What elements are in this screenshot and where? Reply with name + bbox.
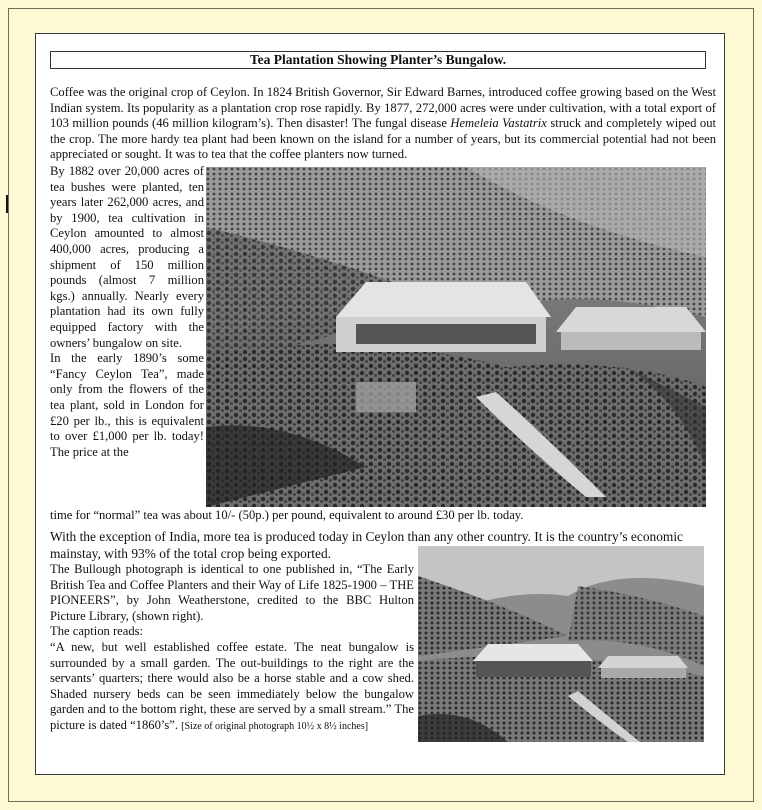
india-paragraph: With the exception of India, more tea is produced today in Ceylon than any other country. It is the country’s economic mainstay, with 93% of the total crop being exported. [50,529,683,561]
disease-name: Hemeleia Vastatrix [450,116,547,131]
bullough-column [50,562,414,735]
plantation-photo [206,167,706,507]
photo-size-note: [Size of original photograph 10½ x 8½ inches] [181,720,369,732]
price-continuation: time for “normal” tea was about 10/- (50p.) per pound, equivalent to around £30 per lb. today. [50,508,524,522]
tea-history-paragraph: By 1882 over 20,000 acres of tea bushes were planted, ten years later 262,000 acres, and by 1900, tea cultivation in Ceylon amounted to almost 400,000 acres, producing a shipment of 150 million pounds (almost 7 million kgs.) annually. Nearly every plantation had its own fully equipped factory with the owners’ bungalow on site. [50,164,204,350]
caption-text: “A new, but well established coffee estate. The neat bungalow is surrounded by a small garden. The out-buildings to the right are the servants’ quarters; there would also be a horse stable and a cow shed. Shaded nursery beds can be seen immediately below the bungalow garden and to the bottom right, these are served by a small stream.” The picture is dated “1860’s”. [50,639,414,732]
bullough-paragraph: The Bullough photograph is identical to one published in, “The Early British Tea and Coffee Planters and their Way of Life 1825-1900 – THE PIONEERS”, by John Weatherstone, credited to the BBC Hulton Picture Library, (shown right). [50,562,414,623]
page-title: Tea Plantation Showing Planter’s Bungalow. [50,51,706,69]
intro-text-1: Coffee was the original crop of Ceylon. In 1824 British Governor, Sir Edward Barnes, introduced coffee growing based on the West Indian system. Its popularity as a plantation crop rose rapidly. By 1877, 272,000 acres were under cultivation, with a total export of 103 million pounds (46 million kilogram’s). Then disaster! The fungal disease [50,85,716,131]
intro-text-2: struck and completely wiped out the crop. The more hardy tea plant had been known on the island for a number of years, but its commercial potential had not been appreciated or sought. It was to tea that the coffee planters now turned. [50,116,716,162]
pioneers-photo [418,546,704,742]
margin-mark [6,195,8,213]
document-page [35,33,725,775]
caption-quote [50,640,414,735]
intro-paragraph [50,85,716,163]
left-column [50,164,204,460]
fancy-tea-paragraph: In the early 1890’s some “Fancy Ceylon Tea”, made only from the flowers of the tea plant, sold in London for £20 per lb., this is equivalent to over £1,000 per lb. today! The price at the [50,351,204,459]
caption-intro: The caption reads: [50,624,144,639]
